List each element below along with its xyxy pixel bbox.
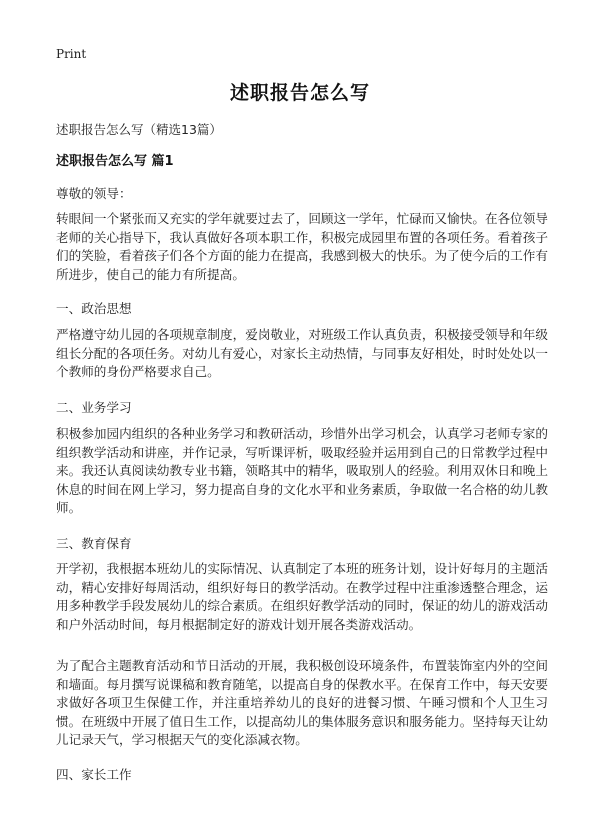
section-title: 述职报告怎么写 篇1	[56, 154, 174, 169]
heading-education: 三、教育保育	[56, 536, 132, 551]
document-subtitle: 述职报告怎么写（精选13篇）	[56, 122, 222, 137]
paragraph-intro: 转眼间一个紧张而又充实的学年就要过去了，回顾这一学年，忙碌而又愉快。在各位领导老师的关心指导下，我认真做好各项本职工作，积极完成园里布置的各项任务。看着孩子们的笑脸，看着孩子们各个方面的能力在提高，我感到极大的快乐。为了使今后的工作有所进步，使自己的能力有所提高。	[56, 211, 548, 282]
heading-politics: 一、政治思想	[56, 301, 132, 316]
greeting: 尊敬的领导：	[56, 186, 132, 201]
paragraph-education-2: 为了配合主题教育活动和节日活动的开展，我积极创设环境条件，布置装饰室内外的空间和墙面。每月撰写说课稿和教育随笔，以提高自身的保教水平。在保育工作中，每天安要求做好各项卫生保健工作，并注重培养幼儿的良好的进餐习惯、午睡习惯和个人卫生习惯。在班级中开展了值日生工作，以提高幼儿的集体服务意识和服务能力。坚持每天让幼儿记录天气，学习根据天气的变化添减衣物。	[56, 658, 548, 748]
print-link[interactable]: Print	[56, 47, 87, 61]
paragraph-education-1: 开学初，我根据本班幼儿的实际情况、认真制定了本班的班务计划，设计好每月的主题活动，精心安排好每周活动，组织好每日的教学活动。在教学过程中注重渗透整合理念，运用多种教学手段发展幼儿的综合素质。在组织好教学活动的同时，保证的幼儿的游戏活动和户外活动时间，每月根据制定好的游戏计划开展各类游戏活动。	[56, 561, 548, 632]
paragraph-politics: 严格遵守幼儿园的各项规章制度，爱岗敬业，对班级工作认真负责，积极接受领导和年级组长分配的各项任务。对幼儿有爱心，对家长主动热情，与同事友好相处，时时处处以一个教师的身份严格要求自己。	[56, 327, 548, 380]
heading-study: 二、业务学习	[56, 400, 132, 415]
paragraph-study: 积极参加园内组织的各种业务学习和教研活动，珍惜外出学习机会，认真学习老师专家的组织教学活动和讲座，并作记录，写听课评析，吸取经验并运用到自己的日常教学过程中来。我还认真阅读幼教专业书籍，领略其中的精华，吸取别人的经验。利用双休日和晚上休息的时间在网上学习，努力提高自身的文化水平和业务素质，争取做一名合格的幼儿教师。	[56, 426, 548, 516]
heading-parents: 四、家长工作	[56, 767, 132, 782]
page-title: 述职报告怎么写	[229, 82, 370, 104]
